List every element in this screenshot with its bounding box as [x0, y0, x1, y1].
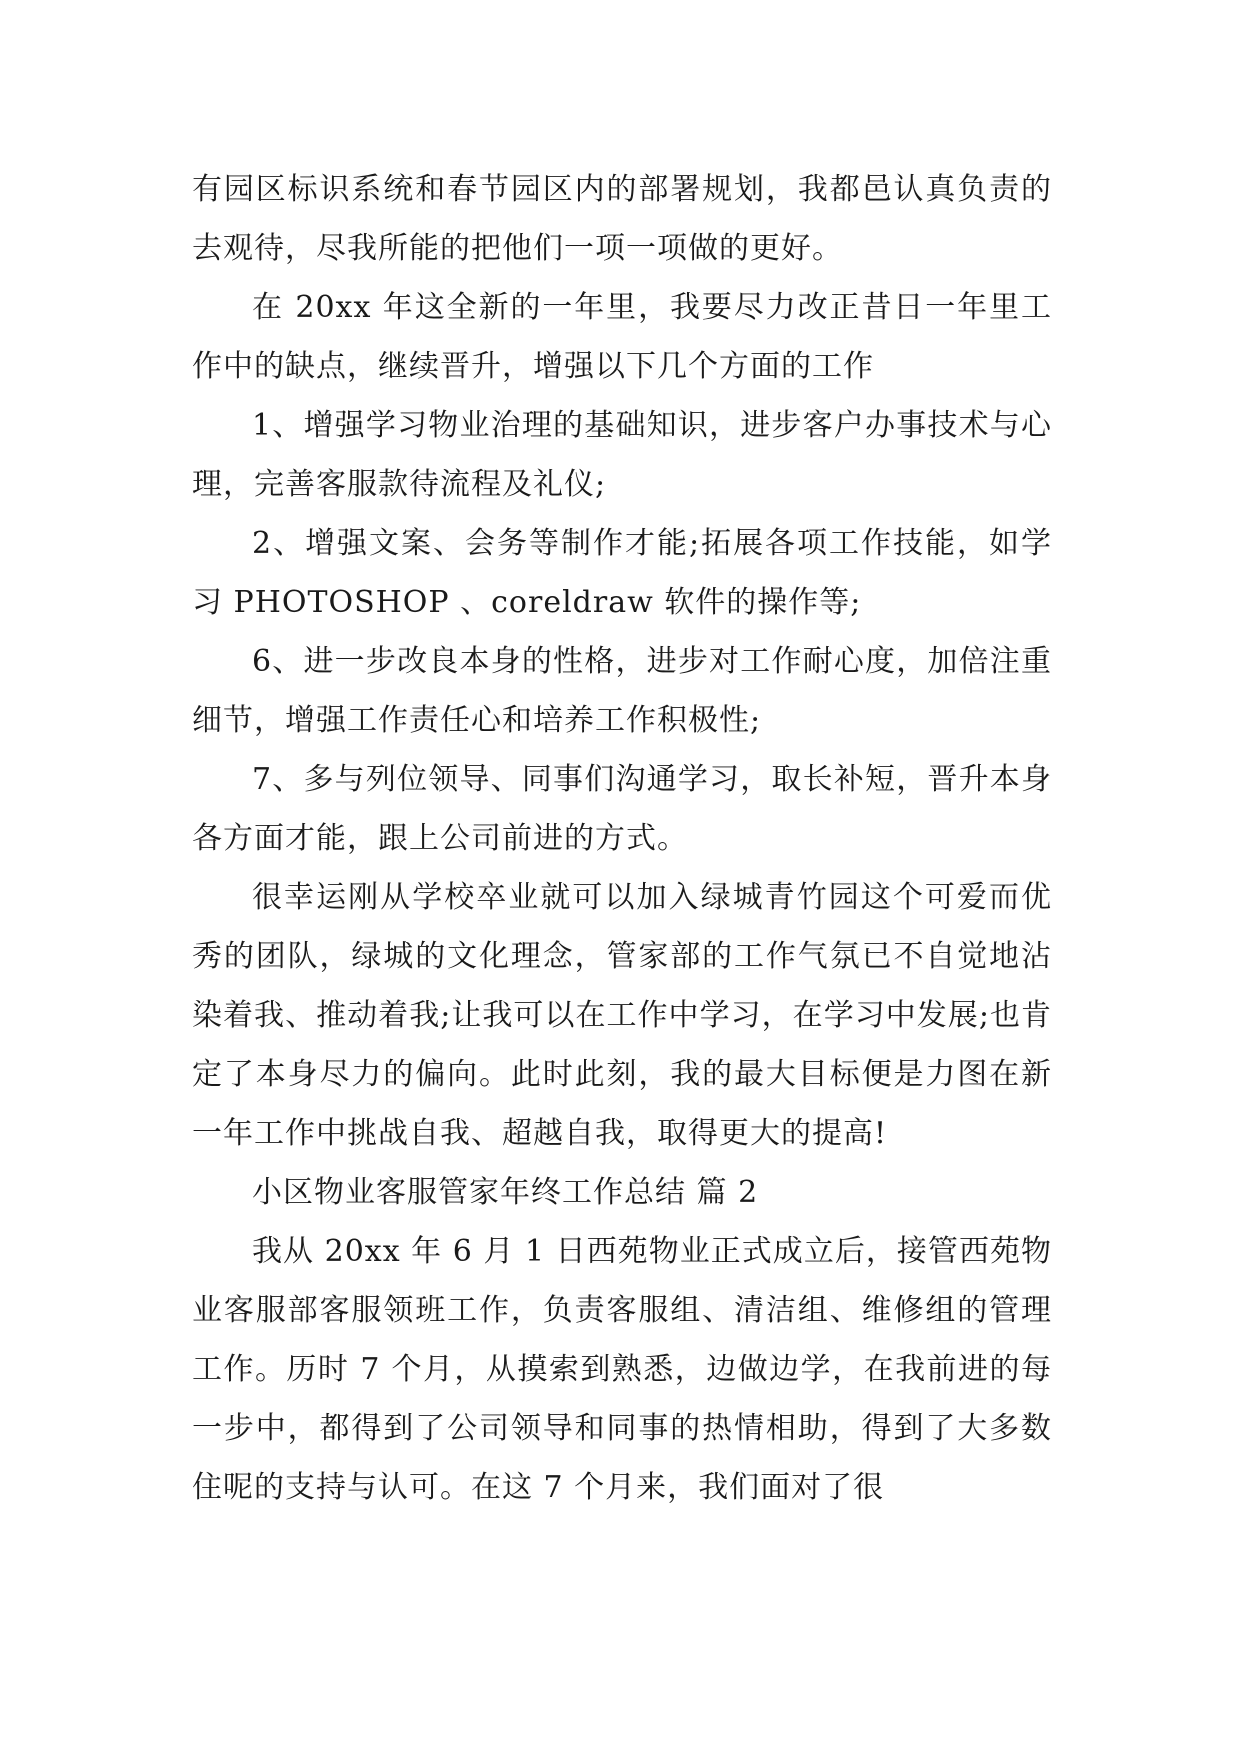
document-body: [192, 160, 1052, 1517]
list-item-1: 1、增强学习物业治理的基础知识，进步客户办事技术与心理，完善客服款待流程及礼仪;: [192, 408, 1052, 502]
list-item-7: 7、多与列位领导、同事们沟通学习，取长补短，晋升本身各方面才能，跟上公司前进的方式。: [192, 762, 1052, 856]
paragraph-new-year-plan: 在 20xx 年这全新的一年里，我要尽力改正昔日一年里工作中的缺点，继续晋升，增强以下几个方面的工作: [192, 290, 1052, 384]
paragraph-closing: 很幸运刚从学校卒业就可以加入绿城青竹园这个可爱而优秀的团队，绿城的文化理念，管家部的工作气氛已不自觉地沾染着我、推动着我;让我可以在工作中学习，在学习中发展;也肯定了本身尽力的偏向。此时此刻，我的最大目标便是力图在新一年工作中挑战自我、超越自我，取得更大的提高!: [192, 880, 1052, 1151]
paragraph-continuation: 有园区标识系统和春节园区内的部署规划，我都邑认真负责的去观待，尽我所能的把他们一项一项做的更好。: [192, 172, 1052, 266]
section-heading: 小区物业客服管家年终工作总结 篇 2: [252, 1175, 759, 1210]
section-paragraph: 我从 20xx 年 6 月 1 日西苑物业正式成立后，接管西苑物业客服部客服领班工作，负责客服组、清洁组、维修组的管理工作。历时 7 个月，从摸索到熟悉，边做边学，在我前进的每一步中，都得到了公司领导和同事的热情相助，得到了大多数住呢的支持与认可。在这 7 个月来，我们面对了很: [192, 1234, 1052, 1505]
list-item-2: 2、增强文案、会务等制作才能;拓展各项工作技能，如学习 PHOTOSHOP 、coreldraw 软件的操作等;: [192, 526, 1052, 620]
list-item-6: 6、进一步改良本身的性格，进步对工作耐心度，加倍注重细节，增强工作责任心和培养工作积极性;: [192, 644, 1052, 738]
